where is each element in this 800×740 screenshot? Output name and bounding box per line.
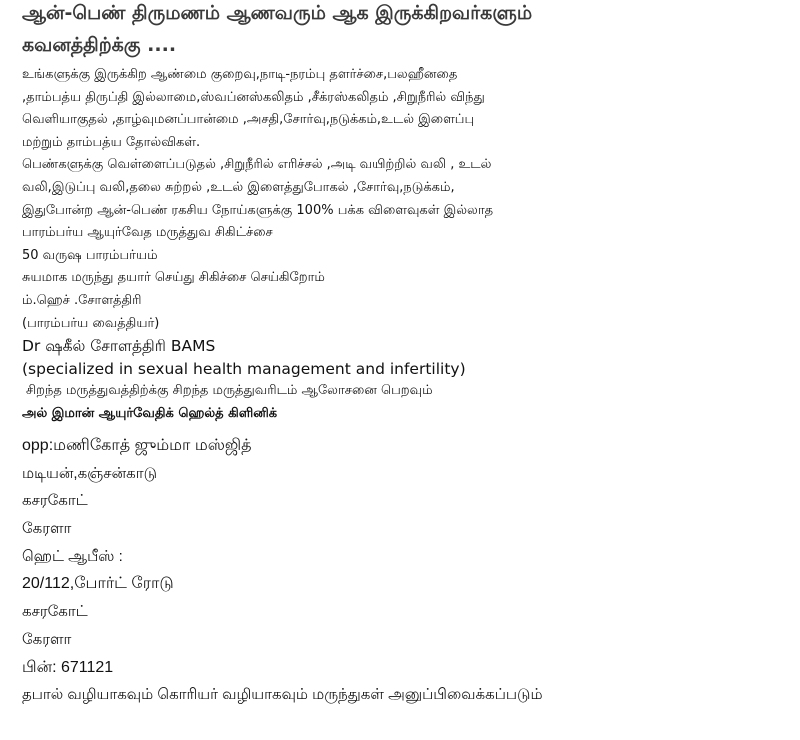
body-line: பாரம்பர்ய ஆயுர்வேத மருத்துவ சிகிட்ச்சை [22, 225, 273, 241]
body-line: சிறந்த மருத்துவத்திற்க்கு சிறந்த மருத்துவரிடம் ஆலோசனை பெறவும் [26, 383, 433, 399]
body-line: ,தாம்பத்ய திருப்தி இல்லாமை,ஸ்வப்னஸ்கலிதம் ,சீக்ரஸ்கலிதம் ,சிறுநீரில் விந்து [22, 89, 485, 105]
address-line: கசரகோட் [22, 492, 88, 510]
address-line: கேரளா [22, 520, 72, 538]
heading-line-2: கவனத்திற்க்கு .... [22, 34, 177, 56]
delivery-note: தபால் வழியாகவும் கொரியர் வழியாகவும் மருந்துகள் அனுப்பிவைக்கப்படும் [22, 686, 543, 704]
body-line: உங்களுக்கு இருக்கிற ஆண்மை குறைவு,நாடி-நரம்பு தளர்ச்சை,பலஹீனதை [22, 67, 458, 82]
address-line: கேரளா [22, 630, 72, 648]
body-line: வலி,இடுப்பு வலி,தலை சுற்றல் ,உடல் இளைத்துபோகல் ,சோர்வு,நடுக்கம், [22, 179, 455, 195]
body-line: வெளியாகுதல் ,தாழ்வுமனப்பான்மை ,அசதி,சோர்வு,நடுக்கம்,உடல் இளைப்பு [22, 112, 475, 128]
head-office-label: ஹெட் ஆபீஸ் : [22, 547, 123, 565]
heading-line-1: ஆன்-பெண் திருமணம் ஆணவரும் ஆக இருக்கிறவர்களும் [22, 2, 533, 24]
body-text [22, 64, 792, 426]
body-line: 50 வருஷ பாரம்பர்யம் [22, 247, 158, 263]
address-line: மடியன்,கஞ்சன்காடு [22, 464, 157, 482]
doctor-name: Dr ஷகீல் சோளத்திரி BAMS [22, 337, 216, 356]
body-line: (பாரம்பர்ய வைத்தியர்) [22, 315, 160, 331]
address-line: opp:மணிகோத் ஜும்மா மஸ்ஜித் [22, 437, 252, 454]
pin-code: பின்: 671121 [22, 658, 114, 676]
clinic-name: அல் இமான் ஆயுர்வேதிக் ஹெல்த் கிளினிக் [22, 405, 278, 421]
body-line: பெண்களுக்கு வெள்ளைப்படுதல் ,சிறுநீரில் எரிச்சல் ,அடி வயிற்றில் வலி , உடல் [22, 157, 492, 173]
body-line: ம்.ஹெச் .சோளத்திரி [22, 292, 142, 308]
specialization: (specialized in sexual health management and infertility) [22, 359, 466, 378]
address-block [22, 432, 792, 709]
address-line: கசரகோட் [22, 603, 88, 621]
address-line: 20/112,போர்ட் ரோடு [22, 575, 174, 593]
body-line: இதுபோன்ற ஆன்-பெண் ரகசிய நோய்களுக்கு 100% பக்க விளைவுகள் இல்லாத [22, 202, 494, 218]
body-line: மற்றும் தாம்பத்ய தோல்விகள். [22, 134, 201, 150]
body-line: சுயமாக மருந்து தயார் செய்து சிகிச்சை செய்கிறோம் [22, 270, 325, 286]
